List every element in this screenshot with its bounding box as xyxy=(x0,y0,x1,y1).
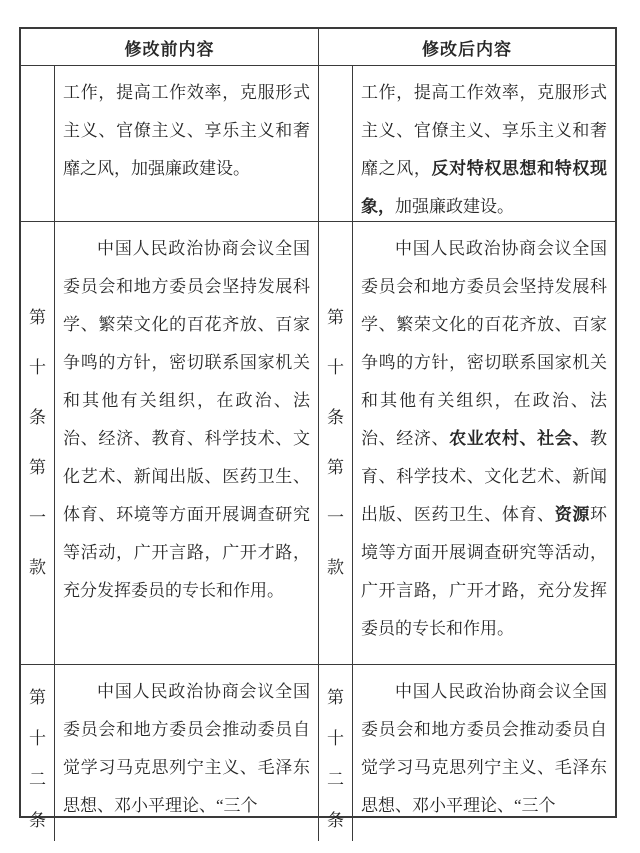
before-content-row2 xyxy=(55,222,319,665)
paragraph: 工作，提高工作效率，克服形式主义、官僚主义、享乐主义和奢靡之风，加强廉政建设。 xyxy=(63,83,310,178)
before-content-row3 xyxy=(55,665,319,841)
article-label-before-row2: 第十条第一款 xyxy=(21,222,55,665)
before-content-row1 xyxy=(55,66,319,222)
article-label-before-row3: 第十二条 xyxy=(21,665,55,841)
paragraph: 中国人民政治协商会议全国委员会和地方委员会坚持发展科学、繁荣文化的百花齐放、百家争鸣的方针，密切联系国家机关和其他有关组织，在政治、法治、经济、教育、科学技术、文化艺术、新闻出版、医药卫生、体育、环境等方面开展调查研究等活动，广开言路，广开才路，充分发挥委员的专长和作用。 xyxy=(63,239,310,600)
after-content-row2 xyxy=(353,222,615,665)
article-label-before-row1 xyxy=(21,66,55,222)
header-after-content: 修改后内容 xyxy=(319,29,615,66)
article-label-after-row3: 第十二条 xyxy=(319,665,353,841)
paragraph: 中国人民政治协商会议全国委员会和地方委员会坚持发展科学、繁荣文化的百花齐放、百家争鸣的方针，密切联系国家机关和其他有关组织，在政治、法治、经济、农业农村、社会、教育、科学技术、文化艺术、新闻出版、医药卫生、体育、资源环境等方面开展调查研究等活动，广开言路，广开才路，充分发挥委员的专长和作用。 xyxy=(361,239,608,638)
paragraph: 中国人民政治协商会议全国委员会和地方委员会推动委员自觉学习马克思列宁主义、毛泽东思想、邓小平理论、“三个 xyxy=(63,682,310,815)
article-label-after-row1 xyxy=(319,66,353,222)
article-label-after-row2: 第十条第一款 xyxy=(319,222,353,665)
after-content-row1 xyxy=(353,66,615,222)
paragraph: 工作，提高工作效率，克服形式主义、官僚主义、享乐主义和奢靡之风，反对特权思想和特权现象，加强廉政建设。 xyxy=(361,83,608,216)
paragraph: 中国人民政治协商会议全国委员会和地方委员会推动委员自觉学习马克思列宁主义、毛泽东思想、邓小平理论、“三个 xyxy=(361,682,607,815)
header-before-content: 修改前内容 xyxy=(21,29,319,66)
after-content-row3 xyxy=(353,665,615,841)
revision-comparison-table xyxy=(19,27,617,830)
